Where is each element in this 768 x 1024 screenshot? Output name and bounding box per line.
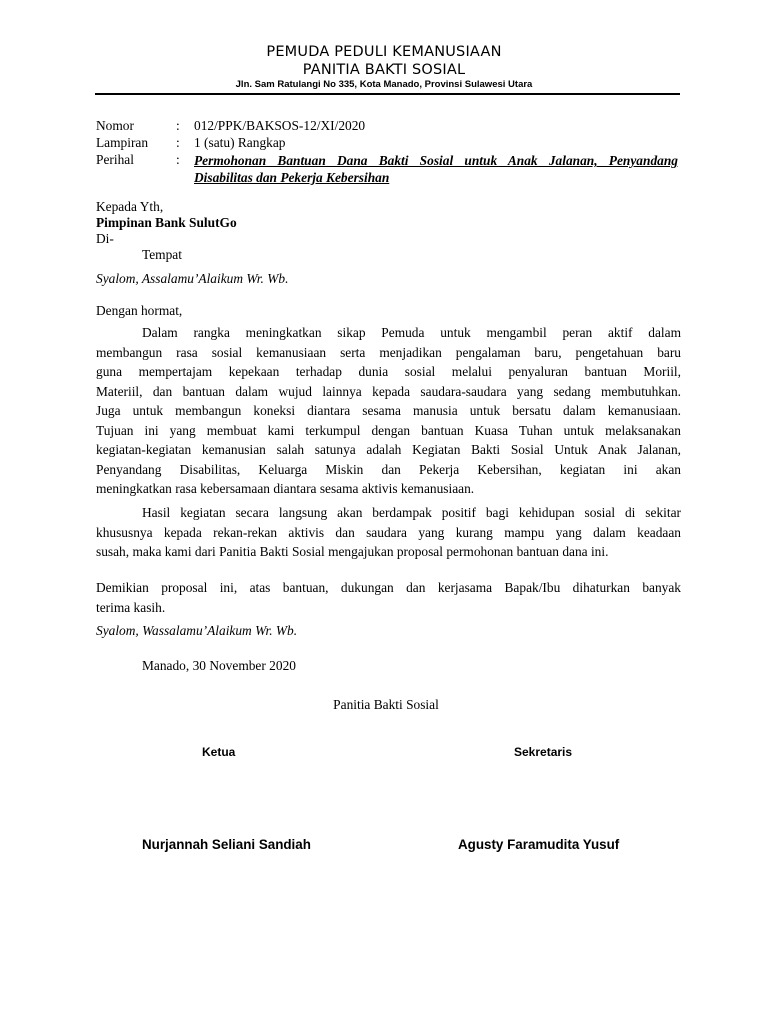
meta-nomor	[96, 118, 681, 135]
recipient-greeting: Kepada Yth,	[96, 199, 164, 214]
salutation: Dengan hormat,	[96, 303, 183, 318]
p2-line: khususnya kepada rekan-rekan aktivis dan saudara yang kurang mampu yang dalam keadaan	[96, 524, 681, 540]
letterhead-divider	[95, 93, 680, 95]
closing-salam: Syalom, Wassalamu’Alaikum Wr. Wb.	[96, 623, 298, 638]
nomor-label: Nomor	[96, 118, 134, 133]
recipient-di: Di-	[96, 231, 114, 246]
perihal-label: Perihal	[96, 152, 134, 167]
nomor-colon: :	[176, 118, 180, 133]
opening-salam: Syalom, Assalamu’Alaikum Wr. Wb.	[96, 271, 289, 286]
p3-line: terima kasih.	[96, 599, 166, 615]
lampiran-colon: :	[176, 135, 180, 150]
signatory-left-title: Ketua	[202, 745, 236, 759]
lampiran-value: 1 (satu) Rangkap	[194, 135, 286, 150]
p2-line: Hasil kegiatan secara langsung akan berdampak positif bagi kehidupan sosial di sekitar	[142, 505, 681, 520]
recipient-place: Tempat	[142, 247, 182, 262]
recipient-name: Pimpinan Bank SulutGo	[96, 215, 237, 230]
body-paragraph-1	[96, 323, 681, 499]
signatory-right-title: Sekretaris	[514, 745, 573, 759]
meta-lampiran	[96, 135, 681, 152]
perihal-line-1: Permohonan Bantuan Dana Bakti Sosial untuk Anak Jalanan, Penyandang	[194, 153, 678, 168]
p1-line: Materiil, dan bantuan dalam wujud lainnya kepada saudara-saudara yang sedang membutuhkan.	[96, 383, 681, 399]
place-date: Manado, 30 November 2020	[142, 658, 296, 673]
letterhead-committee: PANITIA BAKTI SOSIAL	[302, 62, 466, 78]
p1-line: meningkatkan rasa kebersamaan diantara sesama aktivis kemanusiaan.	[96, 481, 475, 496]
p1-line: kegiatan-kegiatan kemanusian salah satunya adalah Kegiatan Bakti Sosial Untuk Anak Jalanan,	[96, 442, 681, 457]
body-paragraph-3	[96, 578, 681, 617]
nomor-value: 012/PPK/BAKSOS-12/XI/2020	[194, 118, 366, 133]
p1-line: guna mempertajam kepekaan terhadap dunia sosial melalui penyaluran bantuan Moriil,	[96, 364, 681, 379]
signatory-right-name: Agusty Faramudita Yusuf	[458, 837, 620, 852]
p1-line: Tujuan ini yang membuat kami terkumpul dengan bantuan Kuasa Tuhan untuk melaksanakan	[96, 422, 681, 438]
signatory-left-name: Nurjannah Seliani Sandiah	[142, 837, 311, 852]
p1-line: Dalam rangka meningkatkan sikap Pemuda untuk mengambil peran aktif dalam	[142, 325, 681, 340]
p1-line: Juga untuk membangun koneksi diantara sesama manusia untuk bersatu dalam kemanusiaan.	[96, 403, 681, 418]
meta-perihal	[96, 152, 681, 186]
letterhead-org: PEMUDA PEDULI KEMANUSIAAN	[266, 44, 502, 60]
committee-sign: Panitia Bakti Sosial	[333, 697, 439, 712]
p1-line: Penyandang Disabilitas, Keluarga Miskin dan Pekerja Kebersihan, kegiatan ini akan	[96, 461, 681, 477]
p3-line: Demikian proposal ini, atas bantuan, dukungan dan kerjasama Bapak/Ibu dihaturkan banyak	[96, 580, 681, 595]
p2-line: susah, maka kami dari Panitia Bakti Sosial mengajukan proposal permohonan bantuan dana ini.	[96, 544, 609, 559]
lampiran-label: Lampiran	[96, 135, 149, 150]
perihal-value	[194, 152, 678, 186]
perihal-colon: :	[176, 152, 180, 167]
p1-line: membangun rasa sosial kemanusiaan serta menjadikan pengalaman baru, pengetahuan baru	[96, 344, 681, 360]
letter-meta	[96, 118, 681, 186]
letterhead-address: Jln. Sam Ratulangi No 335, Kota Manado, Provinsi Sulawesi Utara	[235, 79, 533, 90]
body-paragraph-2	[96, 503, 681, 562]
perihal-line-2: Disabilitas dan Pekerja Kebersihan	[194, 170, 390, 185]
